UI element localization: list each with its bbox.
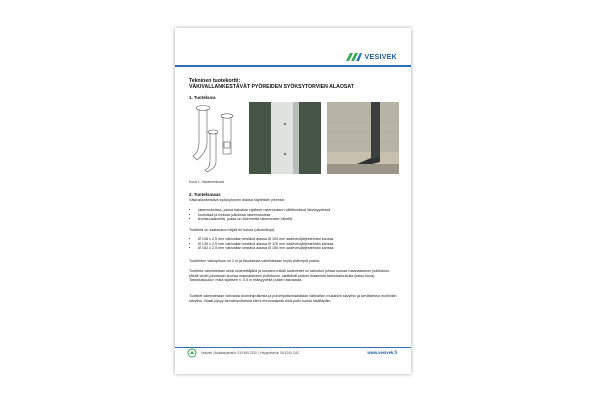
page-footer — [175, 342, 411, 362]
header-divider — [175, 65, 411, 67]
downpipe-drawing-image — [189, 102, 241, 172]
logo-stripes-icon — [346, 53, 362, 61]
document-page — [175, 28, 411, 374]
image-caption: Kuva 1. Havainnekuvat — [189, 180, 224, 184]
section-2-intro: Väkivallankestävä syöksytorven alaosa käytetään yleensä: — [189, 198, 285, 202]
paragraph: Tuotteet valmistetaan vahvasta alumiiniputkesta ja pulverijoittomaalataan värikartan mukaisiin sävyihin ja tarvittaessa muihinkin sävyihin. Maali pysyy alumiiniputkessa kiinni erinomaisesti eikä putki ruostu sisältäpäin. — [189, 294, 397, 303]
length-note: Tuotteiden vakiopituus on 2 m ja tilauksesta valmistetaan myös pidempiä putkia. — [189, 259, 320, 263]
product-images — [189, 102, 399, 174]
list-item: • Ø 135 x 2,5 mm väkivallan kestävä alaosa Ø 120 mm sadevesijärjestelmän kanssa — [198, 242, 397, 247]
list-item: • Ø 108 x 2,5 mm väkivallan kestävä alaosa Ø 100 mm sadevesijärjestelmän kanssa — [198, 237, 397, 242]
footer-divider — [175, 347, 411, 348]
sizes-list — [189, 237, 397, 251]
footer-website-link[interactable]: www.vesivek.fi — [367, 350, 397, 355]
vesivek-logo — [346, 53, 397, 61]
list-item: • Ø 162 x 2,5 mm väkivallan kestävä alaosa Ø 150 mm sadevesijärjestelmän kanssa — [198, 246, 397, 251]
list-item: • kouluissa ja muissa julkisissa rakennuksissa — [198, 213, 397, 218]
list-item: • teollisuusalueilla, joissa on liikennettä rakennusten lähellä — [198, 217, 397, 222]
uses-list — [189, 208, 397, 222]
recycle-logo-icon — [187, 348, 197, 358]
sizes-intro: Tuotteita on saatavana neljää eri kokoa (ulkomittoja): — [189, 228, 276, 232]
section-2-heading: 2. Tuotekuvaus — [189, 192, 221, 197]
title-block — [189, 78, 399, 90]
logo-text: VESIVEK — [364, 53, 397, 61]
section-1-heading: 1. Tuotekuva — [189, 95, 216, 100]
footer-contact: Vesivek | Asiakaspalvelu: 010 455 2220 | Yrityspalvelut: 06 4240 1110 — [201, 351, 300, 355]
document-title: VÄKIVALLANKESTÄVÄT PYÖREIDEN SYÖKSYTORVIEN ALAOSAT — [189, 84, 354, 90]
downpipe-photo-installed — [327, 102, 399, 174]
paragraph: Tuotteita valmistetaan sekä ulosheittäjällä ja suorana mikäli sadevedet on tarkoitus johtaa suoraa maanalaiseen putkistoon. Mikäli vedet johdetaan suoraa maanalaiseen putkistoon, sisältävät putken tilaamista tarkistusluukulla (katso kuva). Tarkistusluukun reikä sijaitsee n. 0,5 m etäisyydellä putken alaosasta. — [189, 269, 391, 283]
downpipe-photo-closeup — [249, 102, 321, 174]
list-item: • rakennuksissa, joissa katualue sijaitsee rakennuksen välittömässä läheisyydessä — [198, 208, 397, 213]
document-kicker: Tekninen tuotekortti: — [189, 78, 241, 84]
